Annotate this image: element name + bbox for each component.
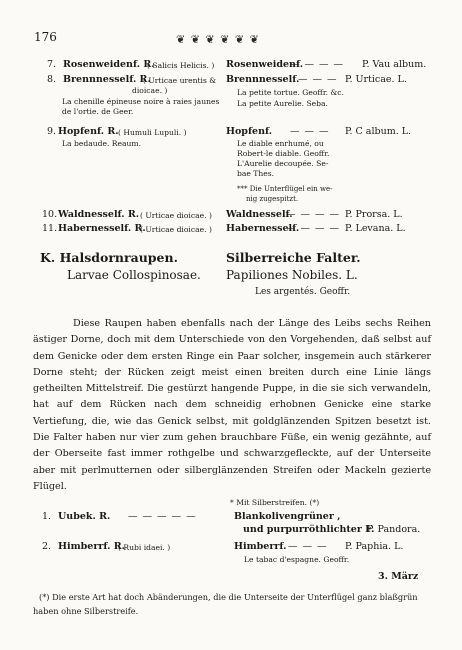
lower-entry-2-right-name: Himberrf. [234,541,287,552]
lower-entry-2-dash: — — — [288,541,328,552]
lower-entry-2-species: P. Paphia. L. [345,541,404,552]
lower-entry-1-right-name2: und purpurröthlichter F. [243,524,375,535]
entry-10-dash: — — — — [286,209,341,220]
lower-entry-1-species: P. Pandora. [367,524,421,535]
entry-9-left-latin: ( Humuli Lupuli. ) [118,128,187,137]
entry-9-right-note-1: Le diable enrhumé, ou [237,139,324,148]
entry-8-right-species: P. Urticae. L. [345,74,407,85]
entry-8-number: 8. [47,74,57,85]
entry-9-number: 9. [47,126,57,137]
entry-9-right-name: Hopfenf. [226,126,273,137]
lower-entry-2-left-latin: ( Rubi idaei. ) [118,543,171,552]
entry-10-right-species: P. Prorsa. L. [345,209,403,220]
entry-9-star-note2: nig zugespitzt. [246,195,299,203]
entry-9-right-species: P. C album. L. [345,126,412,137]
section-right-sub2: Les argentés. Geoffr. [255,287,351,297]
entry-8-left-name: Brennnesself. R. [63,74,151,85]
section-k-heading: K. Halsdornraupen. [40,250,178,265]
entry-11-left-name: Habernesself. R. [58,223,146,234]
entry-9-star-note: *** Die Unterflügel ein we- [237,185,333,193]
lower-entry-1-right-name: Blankolivengrüner , [234,511,341,522]
entry-11-right-name: Habernesself. [226,223,300,234]
entry-9-right-note-4: bae Thes. [237,169,275,178]
entry-8-left-note: La chenille épineuse noire à raies jaunes de l'ortie. de Geer. [62,97,220,116]
section-right-sub: Papiliones Nobiles. L. [226,268,358,282]
lower-entry-2-right-note: Le tabac d'espagne. Geoffr. [244,555,350,564]
entry-7-right-species: P. Vau album. [362,59,427,70]
lower-entry-1-number: 1. [42,511,52,522]
entry-7-dash: — — — — [290,59,345,70]
lower-entry-1-dash: — — — — — [128,511,197,522]
entry-10-right-name: Waldnesself. [226,209,293,220]
entry-9-dash: — — — [290,126,330,137]
entry-9-right-note-3: L'Aurelie decoupée. Se- [237,159,329,168]
entry-11-number: 11. [42,223,58,234]
silver-stripe-note: * Mit Silberstreifen. (*) [230,498,320,507]
entry-8-right-name: Brennnesself. [226,74,300,85]
entry-9-right-note-2: Robert-le diable. Geoffr. [237,149,330,158]
entry-8-left-latin2: dioicae. ) [132,86,168,95]
lower-entry-2-left-name: Himberrf. R. [58,541,125,552]
page-number: 176 [34,30,57,44]
description-paragraph: Diese Raupen haben ebenfalls nach der Länge des Leibs sechs Reihen ästiger Dorne, doch mit dem Unterschiede von den Vorgehenden, daß selbst auf dem Genicke oder dem ersten Ringe ein Paar solcher, insgemein auch stärkerer Dorne steht; der Rücken zeigt meist einen breiten durch eine Linie längs getheilten Mittelstreif. Die gestürzt hangende Puppe, in die sie sich verwandeln, hat auf dem Rücken nach dem schneidig erhobnen Genicke eine starke Vertiefung, die, wie das Genick selbst, mit goldglänzenden Spitzen besetzt ist. Die Falter haben nur vier zum gehen brauchbare Füße, ein wenig gezähnte, auf der Oberseite fast immer rothgelbe und schwarzgefleckte, auf der Unterseite aber mit perlmutternen oder silberglänzenden Streifen oder Mackeln gezierte Flügel. [33,318,431,492]
entry-10-left-latin: ( Urticae dioicae. ) [140,211,212,220]
entry-8-right-note1: La petite tortue. Geoffr. &c. [237,88,344,97]
entry-7-right-name: Rosenweidenf. [226,59,304,70]
entry-8-dash: — — — [298,74,338,85]
entry-7-left-name: Rosenweidenf. R. [63,59,155,70]
entry-11-left-latin: ( Urticae dioicae. ) [140,225,212,234]
section-right-title: Silberreiche Falter. [226,250,361,265]
entry-9-left-note: La bedaude. Reaum. [62,139,142,148]
lower-entry-2-number: 2. [42,541,52,552]
ornament-fleurons: ❦ ❦ ❦ ❦ ❦ ❦ [176,33,260,46]
entry-11-dash: — — — — [286,223,341,234]
lower-entry-1-left-name: Uubek. R. [58,511,111,522]
entry-7-number: 7. [47,59,57,70]
entry-8-right-note2: La petite Aurelie. Seba. [237,99,328,108]
catchword: 3. März [378,571,419,582]
entry-9-left-name: Hopfenf. R. [58,126,119,137]
entry-10-left-name: Waldnesself. R. [58,209,140,220]
entry-7-left-latin: ( Salicis Helicis. ) [147,61,215,70]
entry-11-right-species: P. Levana. L. [345,223,406,234]
footnote: (*) Die erste Art hat doch Abänderungen, die die Unterseite der Unterflügel ganz blaßgrün haben ohne Silberstreife. [33,592,418,616]
section-k-latin: Larvae Collospinosae. [67,268,201,282]
entry-8-left-latin: ( Urticae urentis & [143,76,217,85]
entry-10-number: 10. [42,209,58,220]
